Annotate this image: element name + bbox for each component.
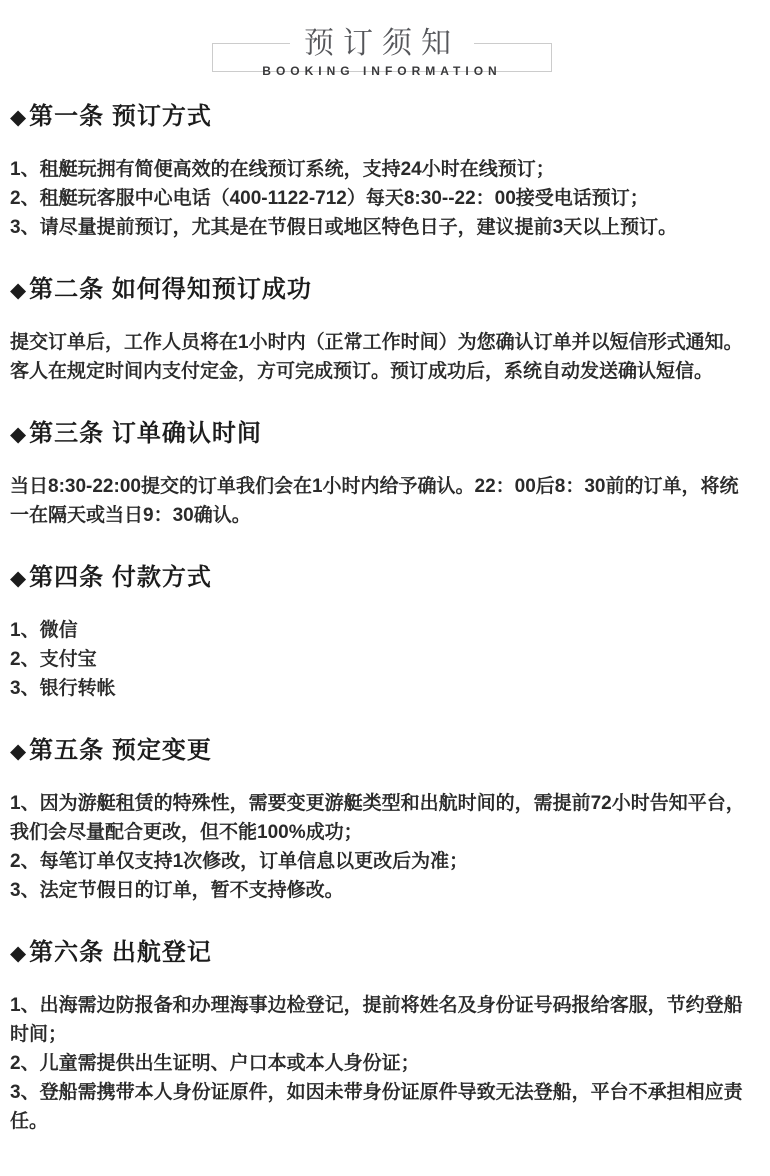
section-booking-method <box>10 102 754 242</box>
list-item: 1、微信 <box>10 620 78 641</box>
section-heading <box>10 938 754 969</box>
diamond-icon: ◆ <box>10 567 28 590</box>
page-title: 预订须知 <box>290 29 474 59</box>
diamond-icon: ◆ <box>10 942 28 965</box>
section-heading <box>10 736 754 767</box>
section-heading <box>10 563 754 594</box>
list-item: 3、请尽量提前预订，尤其是在节假日或地区特色日子，建议提前3天以上预订。 <box>10 217 678 238</box>
section-heading-text: 第五条 预定变更 <box>29 737 212 764</box>
paragraph: 提交订单后，工作人员将在1小时内（正常工作时间）为您确认订单并以短信形式通知。客人在规定时间内支付定金，方可完成预订。预订成功后，系统自动发送确认短信。 <box>10 332 743 382</box>
list-item: 2、儿童需提供出生证明、户口本或本人身份证； <box>10 1053 420 1074</box>
section-heading-text: 第二条 如何得知预订成功 <box>29 276 312 303</box>
title-box <box>212 27 552 78</box>
diamond-icon: ◆ <box>10 740 28 763</box>
document-body <box>10 72 754 1136</box>
paragraph: 当日8:30-22:00提交的订单我们会在1小时内给予确认。22：00后8：30前的订单，将统一在隔天或当日9：30确认。 <box>10 476 739 526</box>
section-heading-text: 第四条 付款方式 <box>29 564 212 591</box>
section-heading <box>10 419 754 450</box>
page-subtitle: BOOKING INFORMATION <box>262 64 502 78</box>
section-heading-text: 第一条 预订方式 <box>29 103 212 130</box>
page-header <box>10 27 754 78</box>
section-heading <box>10 275 754 306</box>
list-item: 3、登船需携带本人身份证原件，如因未带身份证原件导致无法登船，平台不承担相应责任。 <box>10 1082 743 1132</box>
diamond-icon: ◆ <box>10 106 28 129</box>
list-item: 1、出海需边防报备和办理海事边检登记，提前将姓名及身份证号码报给客服，节约登船时间； <box>10 995 743 1045</box>
section-order-confirmation-time <box>10 419 754 530</box>
section-departure-registration <box>10 938 754 1136</box>
diamond-icon: ◆ <box>10 279 28 302</box>
booking-information-page <box>0 27 770 1176</box>
list-item: 2、支付宝 <box>10 649 97 670</box>
list-item: 2、租艇玩客服中心电话（400-1122-712）每天8:30--22：00接受电话预订； <box>10 188 649 209</box>
diamond-icon: ◆ <box>10 423 28 446</box>
section-booking-changes <box>10 736 754 905</box>
list-item: 3、法定节假日的订单，暂不支持修改。 <box>10 880 344 901</box>
list-item: 1、租艇玩拥有简便高效的在线预订系统，支持24小时在线预订； <box>10 159 555 180</box>
list-item: 2、每笔订单仅支持1次修改，订单信息以更改后为准； <box>10 851 469 872</box>
section-booking-success-notice <box>10 275 754 386</box>
section-heading <box>10 102 754 133</box>
list-item: 1、因为游艇租赁的特殊性，需要变更游艇类型和出航时间的，需提前72小时告知平台，我们会尽量配合更改，但不能100%成功； <box>10 793 745 843</box>
section-heading-text: 第三条 订单确认时间 <box>29 420 262 447</box>
section-heading-text: 第六条 出航登记 <box>29 939 212 966</box>
section-payment-methods <box>10 563 754 703</box>
list-item: 3、银行转帐 <box>10 678 116 699</box>
